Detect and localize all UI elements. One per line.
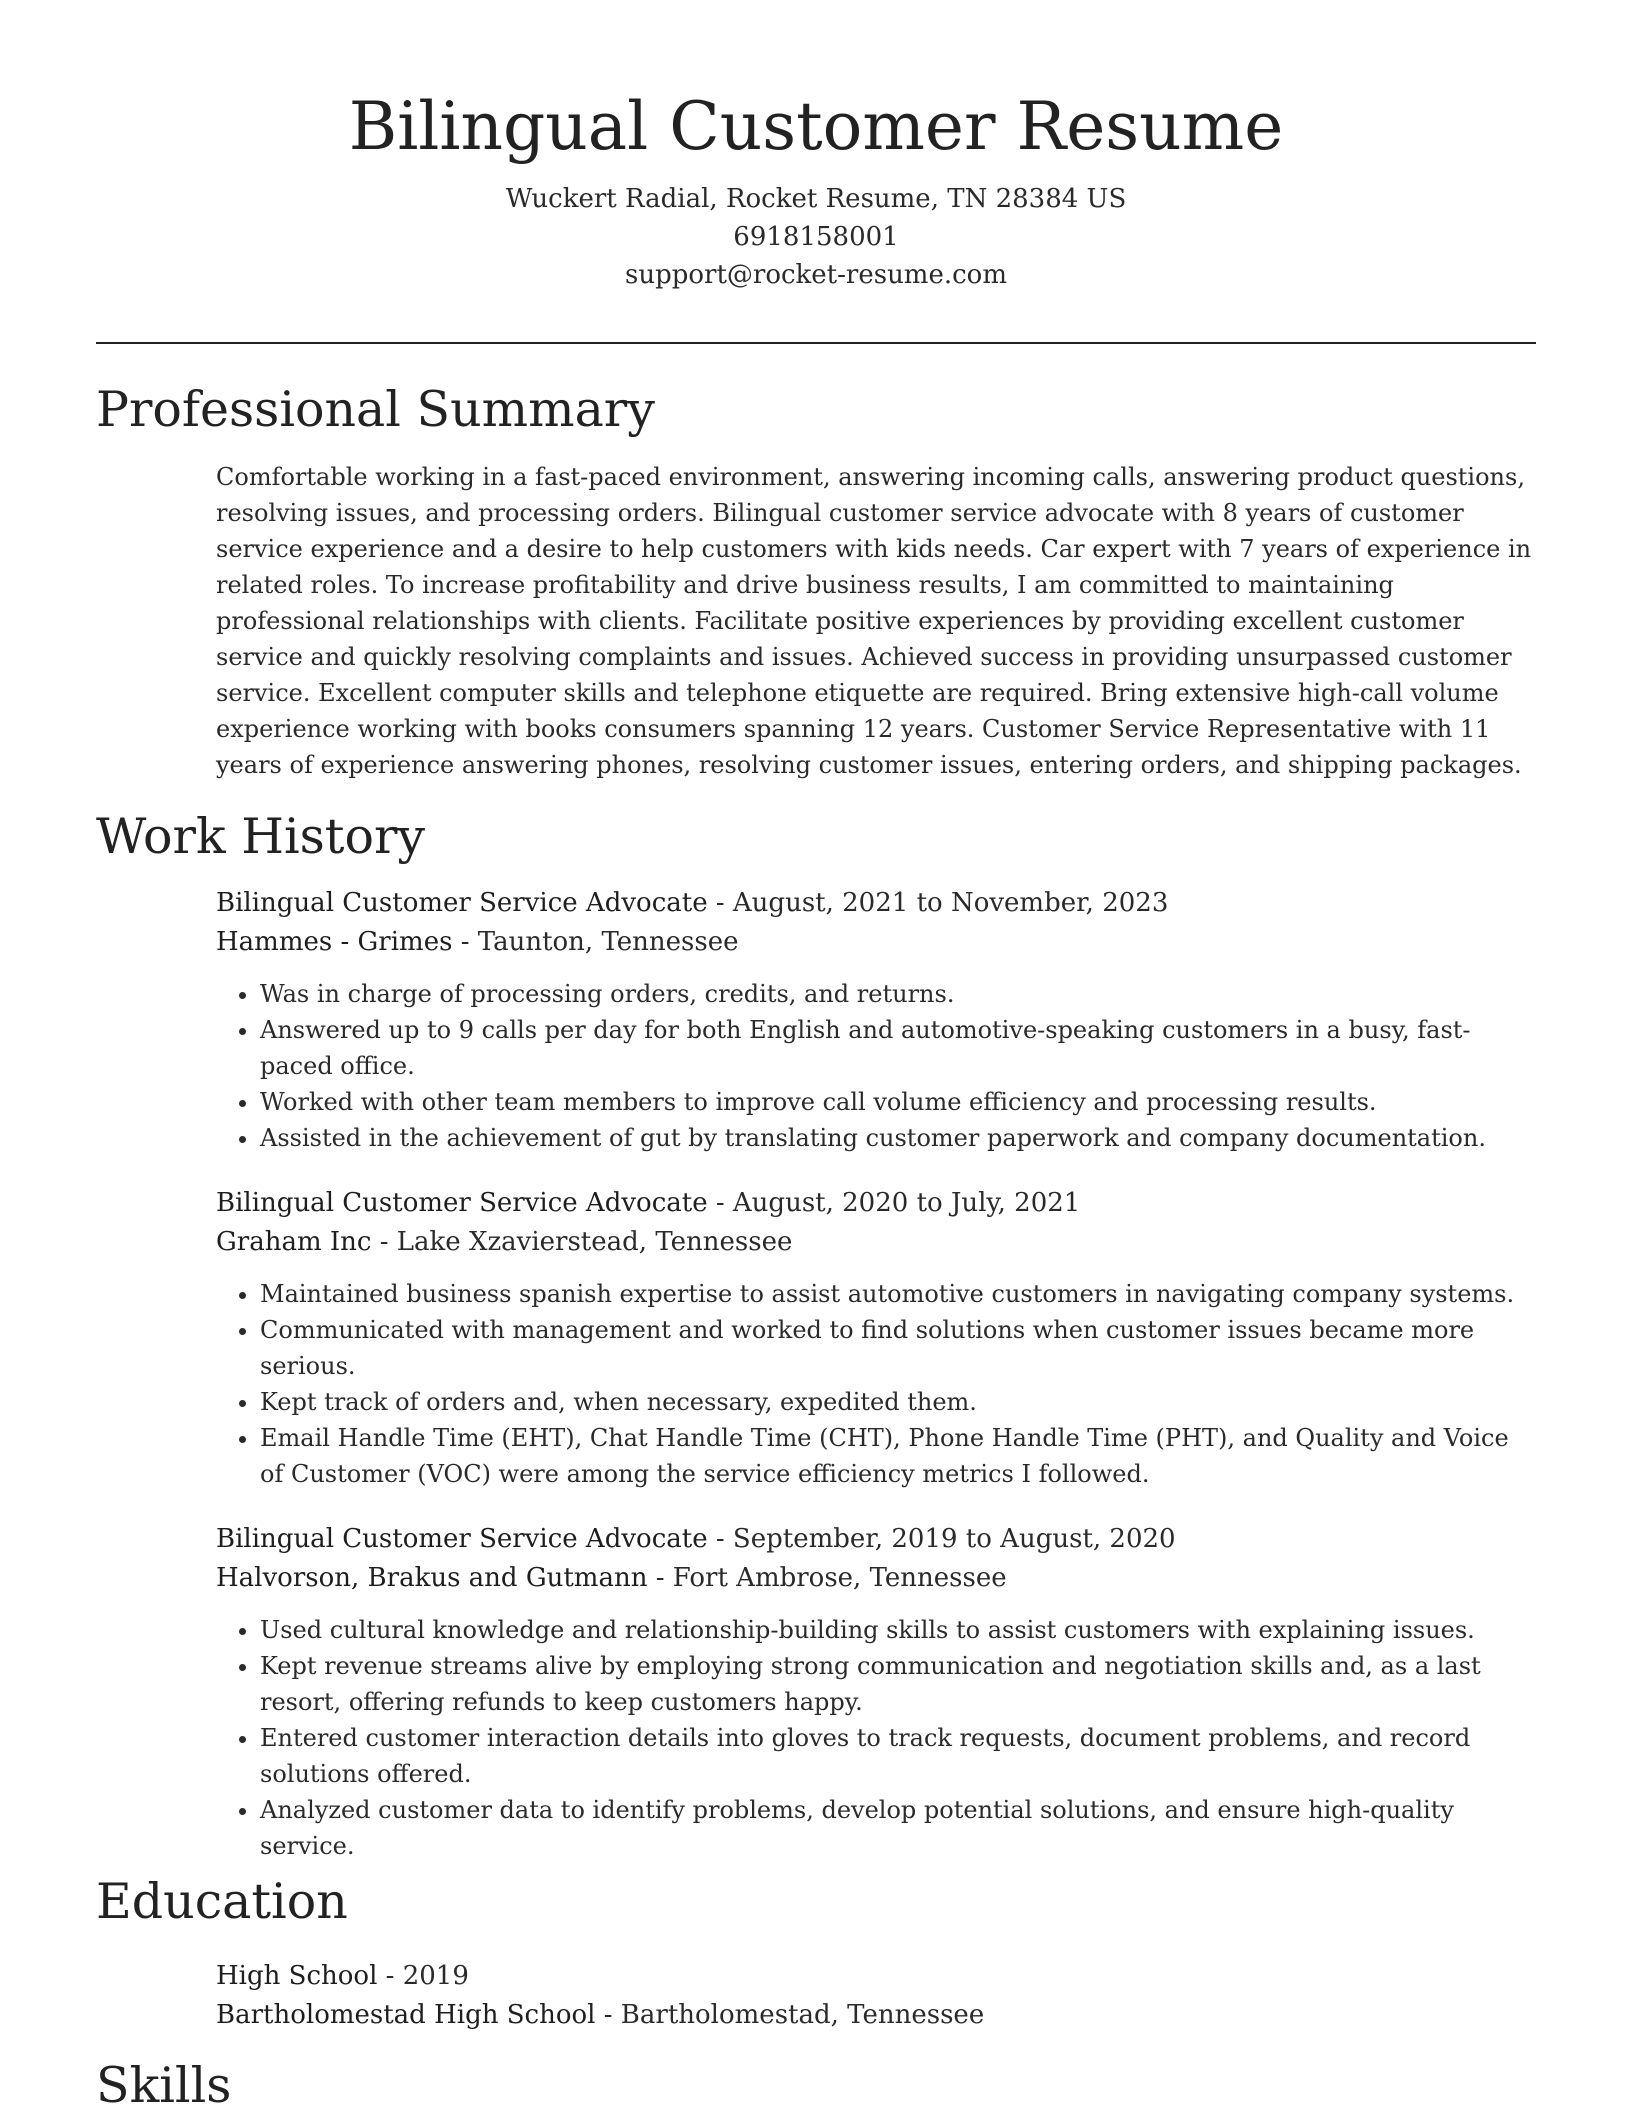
job-company: Halvorson, Brakus and Gutmann	[216, 1563, 648, 1593]
resume-title: Bilingual Customer Resume	[348, 88, 1284, 165]
education-heading: Education	[96, 1873, 348, 1930]
job-location: - Fort Ambrose, Tennessee	[647, 1563, 1007, 1593]
work-history-section	[216, 884, 1536, 1892]
job-location: - Lake Xzavierstead, Tennessee	[371, 1227, 793, 1257]
job-bullet: • Was in charge of processing orders, credits, and returns.	[260, 976, 1536, 1012]
summary-heading: Professional Summary	[96, 381, 655, 438]
education-location: - Bartholomestad, Tennessee	[595, 2000, 985, 2030]
resume-header	[0, 0, 1632, 294]
job-company: Hammes - Grimes	[216, 927, 453, 957]
job-dates: - September, 2019 to August, 2020	[707, 1524, 1176, 1554]
job-bullet: • Email Handle Time (EHT), Chat Handle Time (CHT), Phone Handle Time (PHT), and Quality and Voice of Customer (VOC) were among the service efficiency metrics I followed.	[260, 1420, 1536, 1492]
job-entry	[216, 1520, 1536, 1864]
job-title-line	[216, 1520, 1536, 1559]
job-dates: - August, 2020 to July, 2021	[707, 1188, 1081, 1218]
job-bullet: • Analyzed customer data to identify problems, develop potential solutions, and ensure high-quality service.	[260, 1792, 1536, 1864]
education-school: Bartholomestad High School	[216, 2000, 596, 2030]
job-title-line	[216, 884, 1536, 923]
job-bullet: • Kept revenue streams alive by employing strong communication and negotiation skills and, as a last resort, offering refunds to keep customers happy.	[260, 1648, 1536, 1720]
job-company-line	[216, 1223, 1536, 1262]
job-bullet: • Entered customer interaction details into gloves to track requests, document problems, and record solutions offered.	[260, 1720, 1536, 1792]
education-section	[216, 1957, 1536, 2035]
job-entry	[216, 884, 1536, 1156]
job-bullets	[216, 1612, 1536, 1864]
work-history-heading: Work History	[96, 808, 426, 865]
summary-text: Comfortable working in a fast-paced environment, answering incoming calls, answering product questions, resolving issues, and processing orders. Bilingual customer service advocate with 8 years of customer service experience and a desire to help customers with kids needs. Car expert with 7 years of experience in related roles. To increase profitability and drive business results, I am committed to maintaining professional relationships with clients. Facilitate positive experiences by providing excellent customer service and quickly resolving complaints and issues. Achieved success in providing unsurpassed customer service. Excellent computer skills and telephone etiquette are required. Bring extensive high-call volume experience working with books consumers spanning 12 years. Customer Service Representative with 11 years of experience answering phones, resolving customer issues, entering orders, and shipping packages.	[216, 463, 1532, 779]
job-bullet: • Kept track of orders and, when necessary, expedited them.	[260, 1384, 1536, 1420]
job-bullets	[216, 1276, 1536, 1492]
job-bullet: • Assisted in the achievement of gut by translating customer paperwork and company documentation.	[260, 1120, 1536, 1156]
job-bullet: • Worked with other team members to improve call volume efficiency and processing results.	[260, 1084, 1536, 1120]
job-role: Bilingual Customer Service Advocate	[216, 888, 708, 918]
education-year: - 2019	[377, 1961, 469, 1991]
job-company-line	[216, 1559, 1536, 1598]
job-entry	[216, 1184, 1536, 1492]
job-title-line	[216, 1184, 1536, 1223]
education-school-line	[216, 1996, 1536, 2035]
job-role: Bilingual Customer Service Advocate	[216, 1524, 708, 1554]
contact-block	[0, 180, 1632, 294]
summary-section	[216, 459, 1536, 783]
job-bullet: • Communicated with management and worked to find solutions when customer issues became more serious.	[260, 1312, 1536, 1384]
job-company: Graham Inc	[216, 1227, 372, 1257]
education-degree: High School	[216, 1961, 378, 1991]
job-role: Bilingual Customer Service Advocate	[216, 1188, 708, 1218]
job-location: - Taunton, Tennessee	[452, 927, 739, 957]
job-bullet: • Maintained business spanish expertise to assist automotive customers in navigating company systems.	[260, 1276, 1536, 1312]
skills-heading: Skills	[96, 2057, 232, 2114]
job-bullet: • Answered up to 9 calls per day for both English and automotive-speaking customers in a busy, fast-paced office.	[260, 1012, 1536, 1084]
job-company-line	[216, 923, 1536, 962]
header-divider	[96, 342, 1536, 344]
job-dates: - August, 2021 to November, 2023	[707, 888, 1169, 918]
education-degree-line	[216, 1957, 1536, 1996]
job-bullets	[216, 976, 1536, 1156]
contact-email: support@rocket-resume.com	[624, 260, 1007, 290]
job-bullet: • Used cultural knowledge and relationship-building skills to assist customers with explaining issues.	[260, 1612, 1536, 1648]
contact-phone: 6918158001	[733, 222, 899, 252]
contact-address: Wuckert Radial, Rocket Resume, TN 28384 US	[505, 184, 1127, 214]
